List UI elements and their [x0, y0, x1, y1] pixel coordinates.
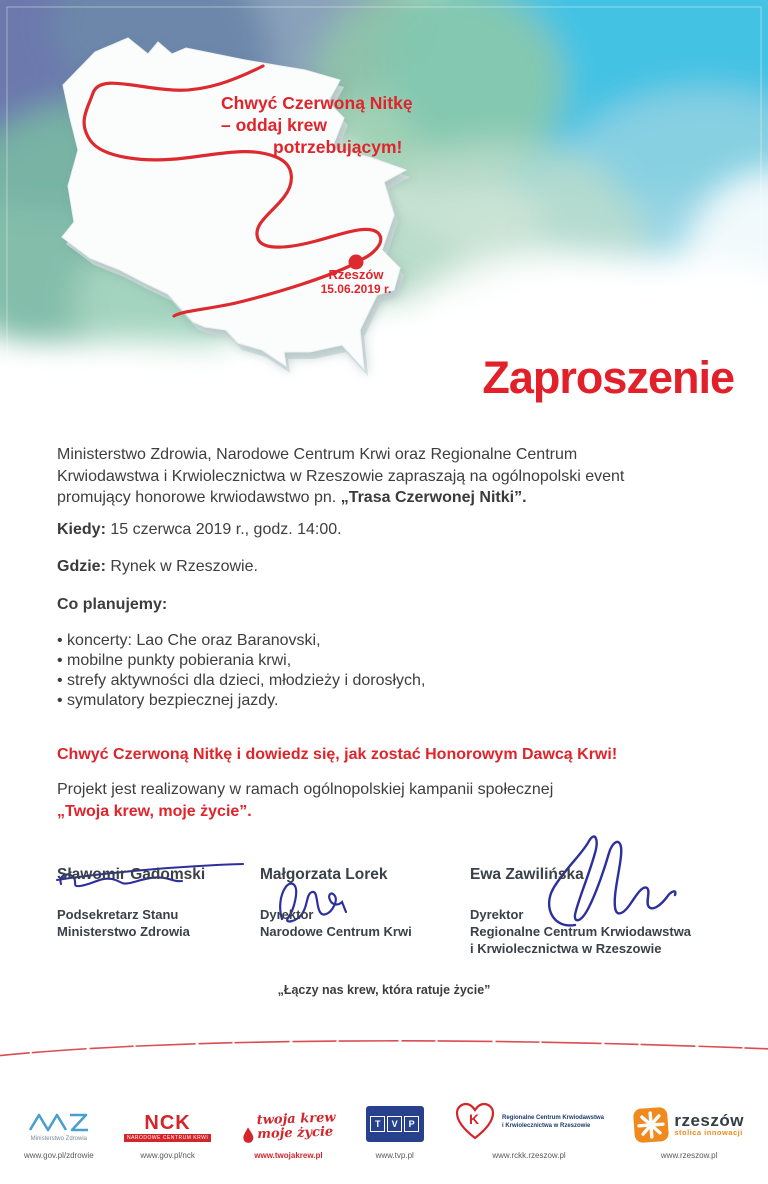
- signatory-org: i Krwiolecznictwa w Rzeszowie: [470, 941, 662, 956]
- logo-url: www.twojakrew.pl: [254, 1151, 323, 1160]
- logo-url: www.gov.pl/zdrowie: [24, 1151, 94, 1160]
- intro-paragraph: [57, 444, 722, 509]
- list-item: • symulatory bezpiecznej jazdy.: [57, 692, 279, 709]
- signatory-name: Ewa Zawilińska: [470, 866, 584, 883]
- svg-text:K: K: [469, 1111, 480, 1127]
- page-title: Zaproszenie: [482, 352, 734, 403]
- tagline-line1: Chwyć Czerwoną Nitkę: [221, 93, 413, 113]
- when-value: 15 czerwca 2019 r., godz. 14:00.: [105, 521, 342, 538]
- logo-url: www.tvp.pl: [375, 1151, 414, 1160]
- signatory-name: Sławomir Gadomski: [57, 866, 206, 883]
- logo-url: www.rckk.rzeszow.pl: [492, 1151, 566, 1160]
- rckik-name-line1: Regionalne Centrum Krwiodawstwa: [502, 1115, 605, 1121]
- signatory-titles: [57, 906, 190, 940]
- ministerstwo-zdrowia-caption: Ministerstwo Zdrowia: [30, 1136, 87, 1142]
- where-label: Gdzie:: [57, 558, 106, 575]
- rzeszow-logo-text: rzeszów: [674, 1111, 744, 1130]
- plans-list: [57, 631, 722, 711]
- call-to-action: Chwyć Czerwoną Nitkę i dowiedz się, jak zostać Honorowym Dawcą Krwi!: [57, 746, 618, 763]
- list-item: • strefy aktywności dla dzieci, młodzieży i dorosłych,: [57, 672, 426, 689]
- twoja-krew-line1: twoja krew: [256, 1110, 336, 1129]
- tvp-letter: T: [370, 1116, 385, 1132]
- ministerstwo-zdrowia-icon: [28, 1110, 90, 1134]
- map-city-label: Rzeszów: [328, 267, 384, 282]
- logo-block-rzeszow: [634, 1088, 744, 1160]
- tagline: [221, 92, 413, 158]
- where-value: Rynek w Rzeszowie.: [105, 558, 258, 575]
- campaign-name: „Twoja krew, moje życie”.: [57, 803, 252, 820]
- signatory-titles: [470, 906, 691, 957]
- tagline-line2: – oddaj krew: [221, 115, 328, 135]
- twoja-krew-line2: moje życie: [256, 1124, 333, 1143]
- logo-block-rckik: [454, 1088, 604, 1160]
- nck-logo-text: NCK: [144, 1112, 191, 1134]
- logo-block-tvp: [366, 1088, 424, 1160]
- tvp-letter: V: [387, 1116, 402, 1132]
- logo-url: www.rzeszow.pl: [660, 1151, 718, 1160]
- list-item: • koncerty: Lao Che oraz Baranovski,: [57, 632, 321, 649]
- map-event-label: [303, 267, 409, 297]
- nck-logo-bar: NARODOWE CENTRUM KRWI: [124, 1134, 211, 1142]
- signatory-org: Regionalne Centrum Krwiodawstwa: [470, 924, 692, 939]
- rzeszow-star-icon: [633, 1107, 669, 1143]
- signatory-title: Dyrektor: [470, 907, 524, 922]
- map-date-label: 15.06.2019 r.: [320, 282, 392, 296]
- when-row: [57, 519, 722, 541]
- signatory-title: Podsekretarz Stanu: [57, 907, 179, 922]
- intro-line3-text: promujący honorowe krwiodawstwo pn.: [57, 489, 341, 506]
- heart-k-icon: [454, 1102, 496, 1142]
- when-label: Kiedy:: [57, 521, 106, 538]
- logo-block-ministerstwo-zdrowia: [24, 1088, 94, 1160]
- rzeszow-logo-subtitle: stolica innowacji: [674, 1128, 743, 1137]
- plans-label: Co planujemy:: [57, 596, 168, 613]
- intro-line2: Krwiodawstwa i Krwiolecznictwa w Rzeszowie zapraszają na ogólnopolski event: [57, 467, 625, 485]
- rckik-name-line2: i Krwiolecznictwa w Rzeszowie: [502, 1123, 591, 1129]
- where-row: [57, 556, 722, 578]
- intro-line3: [57, 487, 722, 509]
- event-name: „Trasa Czerwonej Nitki”.: [340, 489, 527, 506]
- signatory-titles: [260, 906, 412, 940]
- tvp-letter: P: [404, 1116, 419, 1132]
- partner-logos-row: [0, 1088, 768, 1160]
- signatory-title: Dyrektor: [260, 907, 314, 922]
- tvp-icon: [366, 1106, 424, 1142]
- list-item: • mobilne punkty pobierania krwi,: [57, 652, 292, 669]
- signatory-name: Małgorzata Lorek: [260, 866, 388, 883]
- signatory-org: Narodowe Centrum Krwi: [260, 924, 412, 939]
- signatory-org: Ministerstwo Zdrowia: [57, 924, 190, 939]
- tagline-line3: potrzebującym!: [273, 137, 403, 157]
- campaign-paragraph: [57, 779, 722, 823]
- logo-block-twoja-krew: [242, 1088, 336, 1160]
- campaign-line1: Projekt jest realizowany w ramach ogólnopolskiej kampanii społecznej: [57, 781, 554, 798]
- logo-block-nck: [124, 1088, 211, 1160]
- motto-quote: „Łączy nas krew, która ratuje życie”: [277, 983, 491, 997]
- intro-line1: Ministerstwo Zdrowia, Narodowe Centrum Krwi oraz Regionalne Centrum: [57, 446, 578, 463]
- red-divider-line: [0, 1032, 768, 1062]
- blood-drop-icon: [241, 1126, 254, 1143]
- logo-url: www.gov.pl/nck: [140, 1151, 195, 1160]
